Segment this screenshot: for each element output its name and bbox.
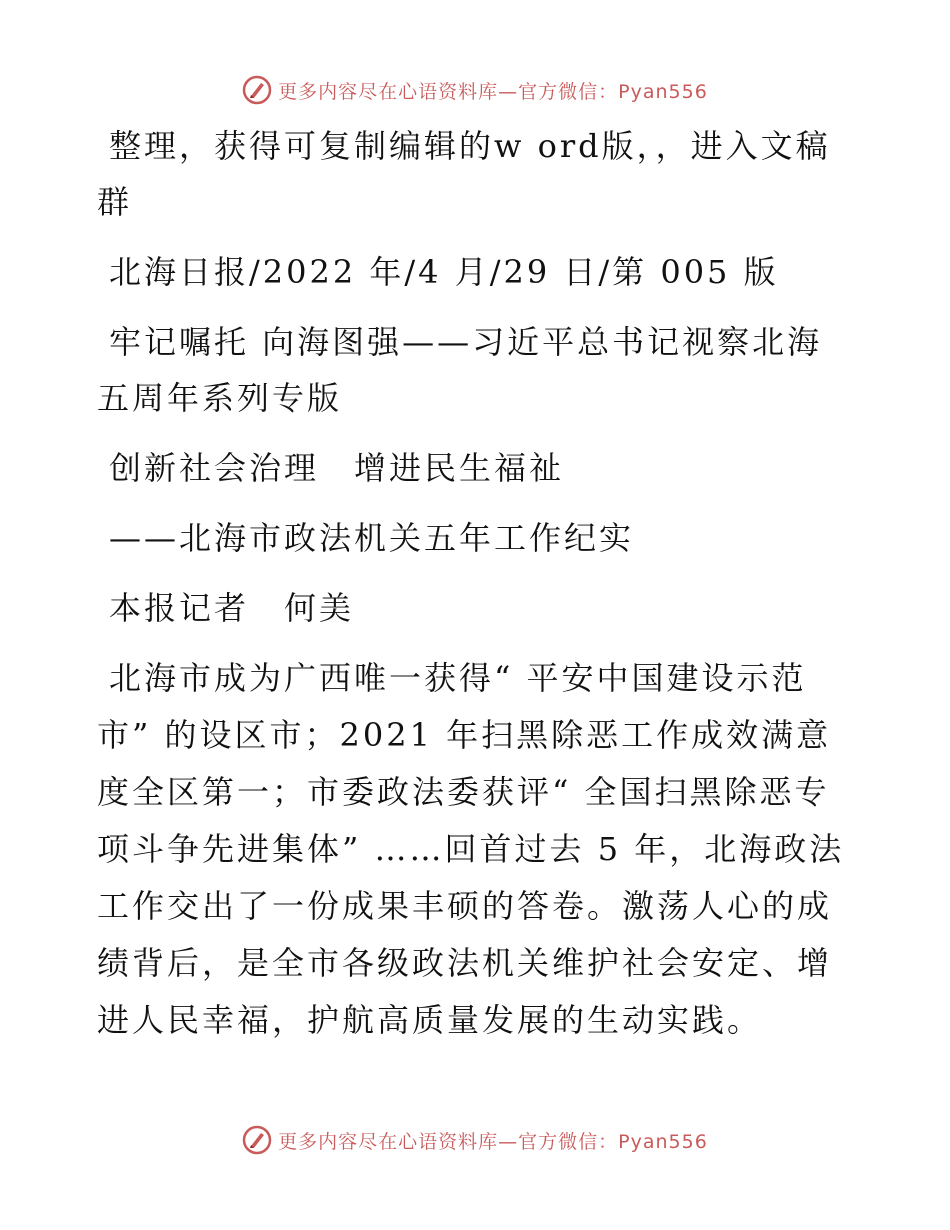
article-title: 创新社会治理 增进民生福祉	[109, 449, 565, 487]
quill-seal-icon	[242, 75, 272, 105]
quill-seal-icon	[242, 1125, 272, 1155]
publication-line: 北海日报/2022 年/4 月/29 日/第 005 版	[109, 253, 779, 291]
special-edition-title: 牢记嘱托 向海图强——习近平总书记视察北海五周年系列专版	[97, 323, 823, 417]
footer-watermark	[0, 1120, 950, 1160]
watermark-text: 更多内容尽在心语资料库—官方微信：Pyan556	[278, 80, 708, 103]
article-subtitle: ——北海市政法机关五年工作纪实	[109, 519, 635, 557]
body-paragraph: 北海市成为广西唯一获得“ 平安中国建设示范市” 的设区市；2021 年扫黑除恶工作成效满意度全区第一；市委政法委获评“ 全国扫黑除恶专项斗争先进集体” ……回首过去 5 年，北海政法工作交出了一份成果丰硕的答卷。激荡人心的成绩背后，是全市各级政法机关维护社会安定、增进人民幸福，护航高质量发展的生动实践。	[97, 659, 845, 1039]
byline: 本报记者 何美	[109, 589, 355, 627]
intro-paragraph: 整理，获得可复制编辑的w ord版，，进入文稿群	[97, 127, 831, 221]
document-body	[97, 118, 849, 1063]
header-watermark	[0, 70, 950, 110]
watermark-text: 更多内容尽在心语资料库—官方微信：Pyan556	[278, 1130, 708, 1153]
